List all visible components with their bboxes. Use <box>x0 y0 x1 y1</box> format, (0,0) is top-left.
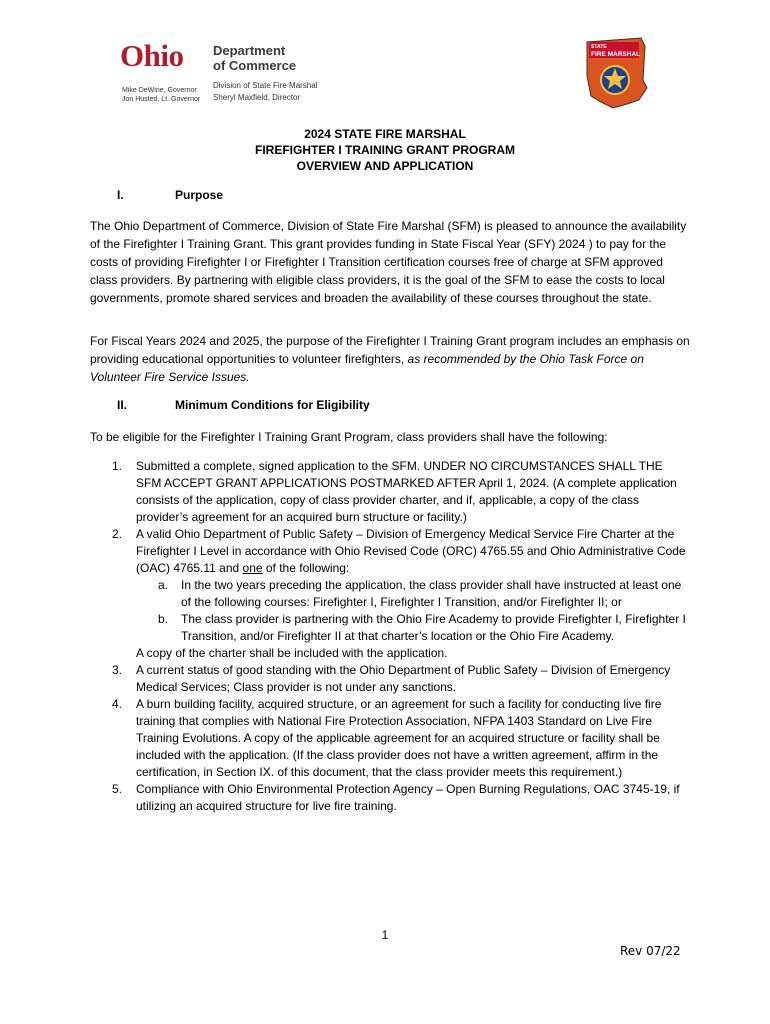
department-line2: of Commerce <box>213 58 297 73</box>
list-item <box>90 781 690 815</box>
title-line2: FIREFIGHTER I TRAINING GRANT PROGRAM <box>255 143 515 157</box>
task-force-italic: as recommended by the Ohio Task Force on Volunteer Fire Service Issues. <box>90 352 644 384</box>
list-item-text: A valid Ohio Department of Public Safety – Division of Emergency Medical Service Fire Charter at the Firefighter I Level in accordance with Ohio Revised Code (ORC) 4765.55 and Ohio Administrative Code (OAC) 4765.11 and <box>136 527 686 575</box>
list-item <box>90 458 690 526</box>
fiscal-years-paragraph <box>90 332 690 386</box>
page-number: 1 <box>381 928 389 942</box>
sub-list-item <box>136 611 690 645</box>
list-item <box>90 696 690 781</box>
sub-list-item-text: The class provider is partnering with the Ohio Fire Academy to provide Firefighter I, Firefighter I Transition, and/or Firefighter II at that charter’s location or the Ohio Fire Academy. <box>181 612 686 643</box>
division-name: Division of State Fire Marshal <box>213 81 318 90</box>
governor-block <box>122 87 200 104</box>
fiscal-years-text: For Fiscal Years 2024 and 2025, the purpose of the Firefighter I Training Grant program includes an emphasis on providing educational opportunities to volunteer firefighters, <box>90 334 690 366</box>
list-item-text: of the following: <box>262 561 350 575</box>
list-item <box>90 526 690 662</box>
list-item-number: 4. <box>112 697 123 711</box>
sub-list-item-text: In the two years preceding the application, the class provider shall have instructed at least one of the following courses: Firefighter I, Firefighter I Transition, and/or Firefighter II; or <box>181 578 682 609</box>
section2-number: II. <box>117 398 128 412</box>
department-name <box>213 43 296 73</box>
section2-heading: Minimum Conditions for Eligibility <box>175 398 370 412</box>
governor-name: Mike DeWine, Governor <box>122 87 197 94</box>
list-item <box>90 662 690 696</box>
list-item-text: A current status of good standing with the Ohio Department of Public Safety – Division of Emergency Medical Services; Class provider is not under any sanctions. <box>136 663 671 694</box>
revision-label: Rev 07/22 <box>620 944 681 958</box>
section1-number: I. <box>117 188 124 202</box>
eligibility-intro: To be eligible for the Firefighter I Training Grant Program, class providers shall have the following: <box>90 430 608 444</box>
ohio-logo: Ohio <box>120 38 184 73</box>
charter-note: A copy of the charter shall be included with the application. <box>136 646 448 660</box>
section1-heading: Purpose <box>175 188 224 202</box>
badge-top-text: STATE <box>591 44 607 50</box>
list-item-number: 3. <box>112 663 123 677</box>
sub-list-item-letter: b. <box>158 612 169 626</box>
sub-list-item-letter: a. <box>158 578 169 592</box>
department-line1: Department <box>213 43 286 58</box>
list-item-text: Compliance with Ohio Environmental Protection Agency – Open Burning Regulations, OAC 3745-19, if utilizing an acquired structure for live fire training. <box>136 782 680 813</box>
lt-governor-name: Jon Husted, Lt. Governor <box>122 95 201 103</box>
list-item-number: 1. <box>112 459 123 473</box>
director-name: Sheryl Maxfield, Director <box>213 93 301 102</box>
document-title <box>0 126 770 174</box>
badge-title-text: FIRE MARSHAL <box>591 51 641 58</box>
sub-list-item <box>136 577 690 611</box>
title-line1: 2024 STATE FIRE MARSHAL <box>304 127 466 141</box>
list-item-text: Submitted a complete, signed application to the SFM. UNDER NO CIRCUMSTANCES SHALL THE SFM ACCEPT GRANT APPLICATIONS POSTMARKED AFTER April 1, 2024. (A complete application consists of the application, copy of class provider charter, and if, applicable, a copy of the class provider’s agreement for an acquired burn structure or facility.) <box>136 459 677 524</box>
list-item-text: A burn building facility, acquired structure, or an agreement for such a facility for conducting live fire training that complies with National Fire Protection Association, NFPA 1403 Standard on Live Fire Training Evolutions. A copy of the applicable agreement for an acquired structure or facility shall be included with the application. (If the class provider does not have a written agreement, affirm in the certification, in Section IX. of this document, that the class provider meets this requirement.) <box>136 697 662 779</box>
fire-marshal-badge-icon <box>583 36 649 110</box>
title-line3: OVERVIEW AND APPLICATION <box>296 159 474 173</box>
division-block <box>213 80 317 104</box>
eligibility-list <box>90 458 690 815</box>
list-item-number: 5. <box>112 782 123 796</box>
list-item-underline: one <box>242 561 263 575</box>
purpose-paragraph: The Ohio Department of Commerce, Division of State Fire Marshal (SFM) is pleased to announce the availability of the Firefighter I Training Grant. This grant provides funding in State Fiscal Year (SFY) 2024 ) to pay for the costs of providing Firefighter I or Firefighter I Transition certification courses free of charge at SFM approved class providers. By partnering with eligible class providers, it is the goal of the SFM to ease the costs to local governments, promote shared services and broaden the availability of these courses throughout the state. <box>90 219 687 305</box>
list-item-number: 2. <box>112 527 123 541</box>
